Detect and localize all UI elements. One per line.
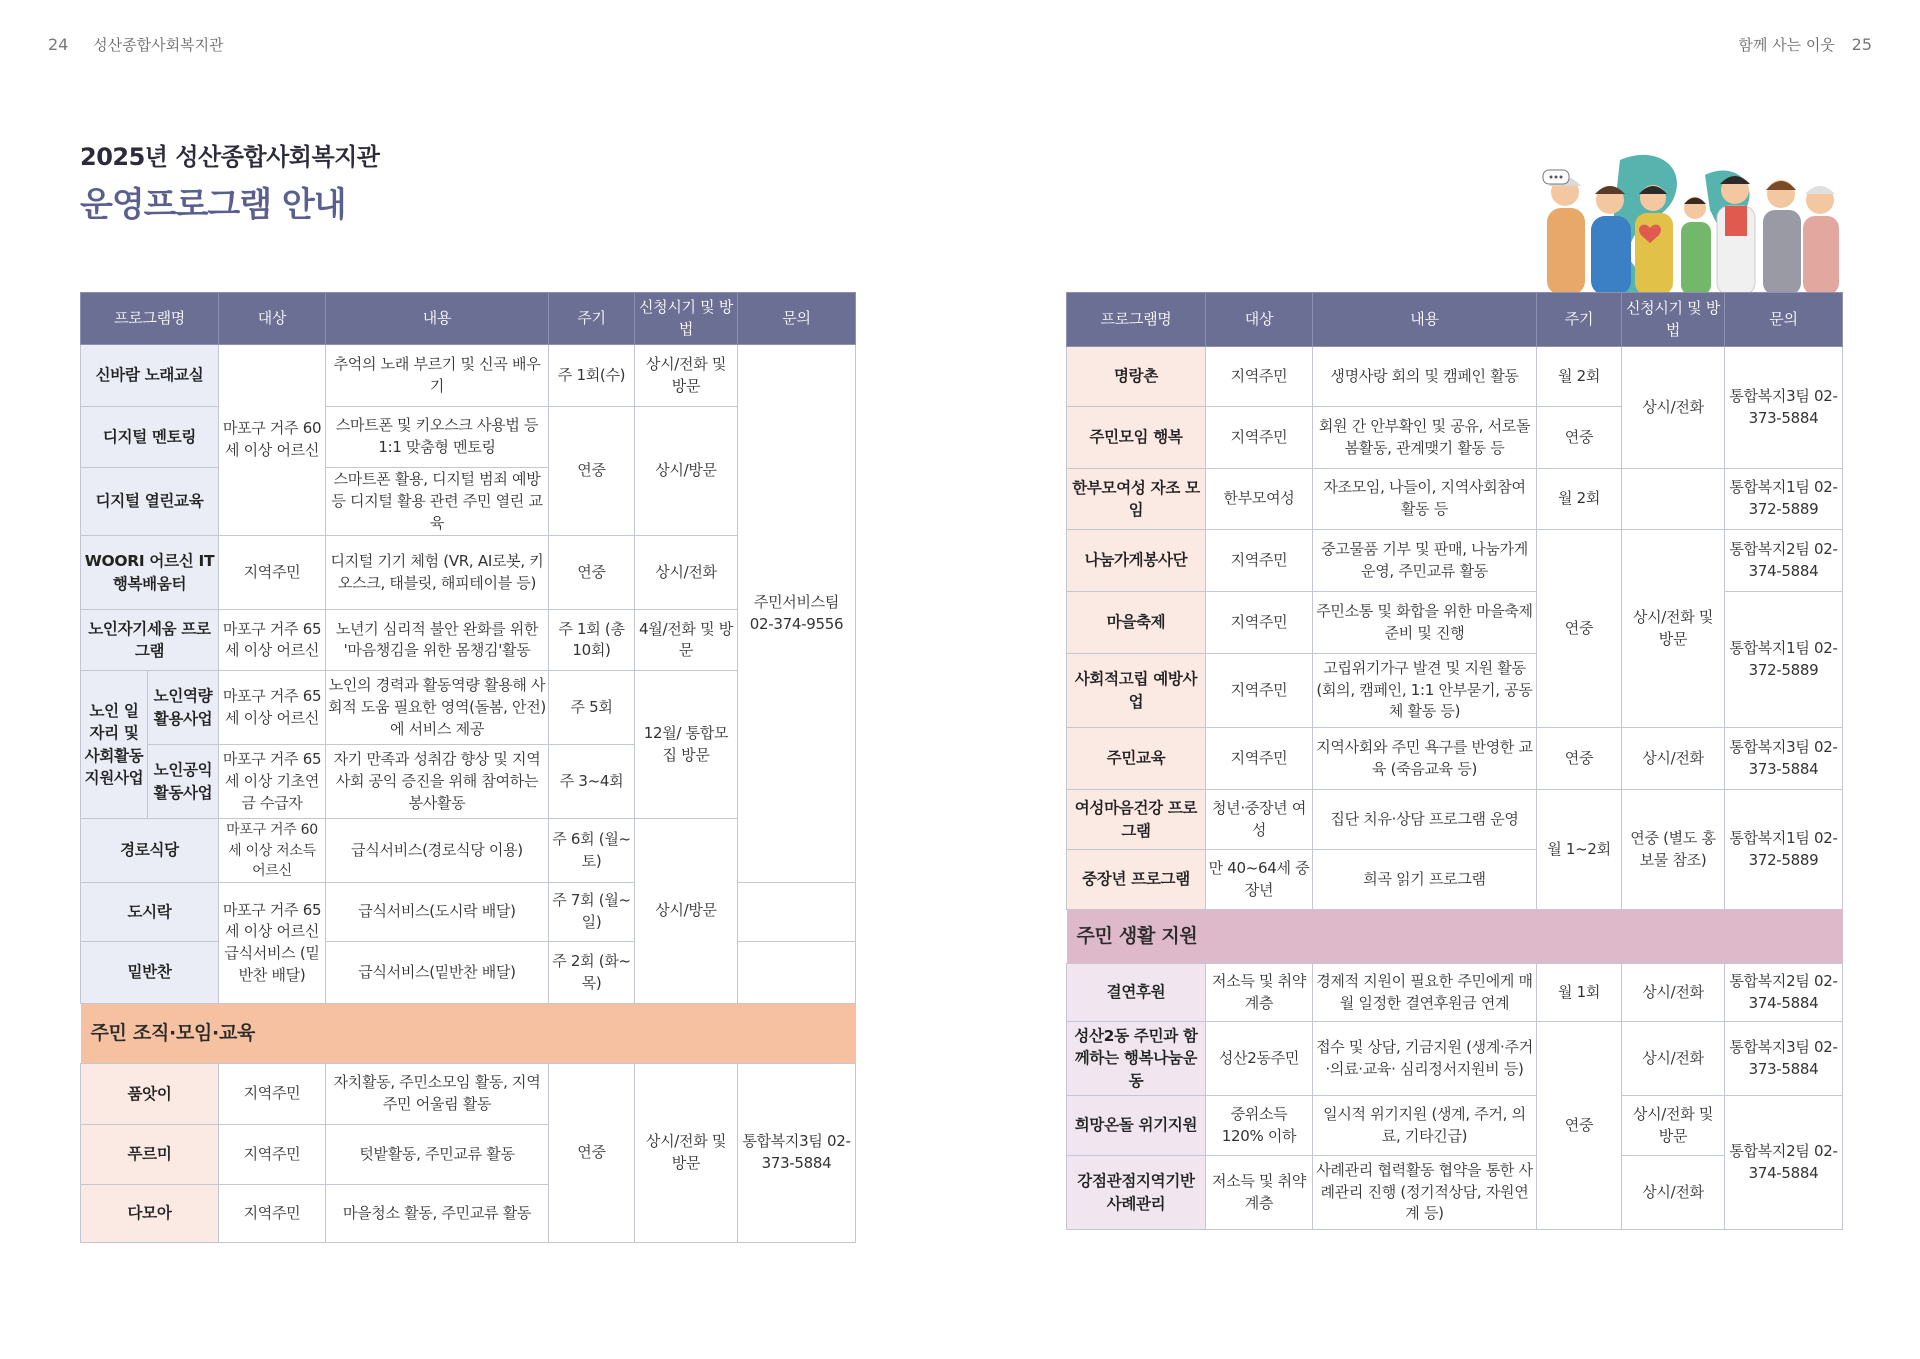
program-content: 접수 및 상담, 기금지원 (생계·주거·의료·교육· 심리정서지원비 등) bbox=[1313, 1022, 1537, 1096]
program-name: 나눔가게봉사단 bbox=[1067, 530, 1206, 592]
table-row bbox=[1067, 592, 1843, 654]
program-target: 중위소득 120% 이하 bbox=[1206, 1096, 1313, 1156]
program-apply: 상시/전화 bbox=[635, 536, 738, 610]
program-contact: 통합복지2팀 02-374-5884 bbox=[1725, 964, 1843, 1022]
program-content: 집단 치유·상담 프로그램 운영 bbox=[1313, 790, 1537, 850]
right-page-title: 함께 사는 이웃 bbox=[1738, 36, 1835, 54]
program-target: 마포구 거주 60세 이상 어르신 bbox=[219, 345, 326, 536]
program-apply: 상시/전화 및 방문 bbox=[635, 1064, 738, 1243]
program-cycle: 연중 bbox=[549, 407, 635, 536]
program-cycle: 주 7회 (월~일) bbox=[549, 883, 635, 942]
table-row bbox=[1067, 1022, 1843, 1096]
header-contact: 문의 bbox=[1725, 293, 1843, 347]
page-subtitle: 2025년 성산종합사회복지관 bbox=[80, 143, 380, 171]
program-contact: 통합복지3팀 02-373-5884 bbox=[738, 1064, 856, 1243]
program-cycle: 월 2회 bbox=[1537, 469, 1622, 530]
program-name: WOORI 어르신 IT 행복배움터 bbox=[81, 536, 219, 610]
program-name: 푸르미 bbox=[81, 1125, 219, 1185]
program-apply-empty bbox=[1622, 469, 1725, 530]
program-name: 노인자기세움 프로그램 bbox=[81, 610, 219, 671]
table-header-row bbox=[81, 293, 856, 345]
program-target: 마포구 거주 65세 이상 기초연금 수급자 bbox=[219, 745, 326, 819]
program-contact-empty bbox=[738, 942, 856, 1004]
program-apply: 상시/방문 bbox=[635, 407, 738, 536]
program-contact: 통합복지2팀 02-374-5884 bbox=[1725, 1096, 1843, 1230]
program-contact: 주민서비스팀 02-374-9556 bbox=[738, 345, 856, 883]
program-apply: 상시/전화 bbox=[1622, 1156, 1725, 1230]
program-target: 마포구 거주 65세 이상 어르신 bbox=[219, 610, 326, 671]
right-page-header bbox=[1738, 34, 1872, 55]
program-content: 노인의 경력과 활동역량 활용해 사회적 도움 필요한 영역(돌봄, 안전)에 서비스 제공 bbox=[326, 671, 549, 745]
header-contact: 문의 bbox=[738, 293, 856, 345]
program-apply: 12월/ 통합모집 방문 bbox=[635, 671, 738, 819]
program-name: 주민모임 행복 bbox=[1067, 407, 1206, 469]
program-target: 지역주민 bbox=[1206, 592, 1313, 654]
program-content: 디지털 기기 체험 (VR, AI로봇, 키오스크, 태블릿, 해피테이블 등) bbox=[326, 536, 549, 610]
program-name: 여성마음건강 프로그램 bbox=[1067, 790, 1206, 850]
program-content: 자조모임, 나들이, 지역사회참여 활동 등 bbox=[1313, 469, 1537, 530]
program-content: 경제적 지원이 필요한 주민에게 매월 일정한 결연후원금 연계 bbox=[1313, 964, 1537, 1022]
program-cycle: 주 2회 (화~목) bbox=[549, 942, 635, 1004]
program-target: 저소득 및 취약계층 bbox=[1206, 1156, 1313, 1230]
table-row bbox=[1067, 728, 1843, 790]
program-name: 디지털 멘토링 bbox=[81, 407, 219, 468]
program-name: 사회적고립 예방사업 bbox=[1067, 654, 1206, 728]
table-row bbox=[1067, 530, 1843, 592]
program-target: 지역주민 bbox=[219, 536, 326, 610]
program-content: 추억의 노래 부르기 및 신곡 배우기 bbox=[326, 345, 549, 407]
program-apply: 상시/전화 및 방문 bbox=[1622, 530, 1725, 728]
program-content: 마을청소 활동, 주민교류 활동 bbox=[326, 1185, 549, 1243]
program-name: 밑반찬 bbox=[81, 942, 219, 1004]
program-cycle: 연중 bbox=[1537, 530, 1622, 728]
program-target: 지역주민 bbox=[219, 1185, 326, 1243]
program-contact: 통합복지1팀 02-372-5889 bbox=[1725, 592, 1843, 728]
program-name: 신바람 노래교실 bbox=[81, 345, 219, 407]
program-target: 성산2동주민 bbox=[1206, 1022, 1313, 1096]
table-row bbox=[1067, 964, 1843, 1022]
program-contact: 통합복지1팀 02-372-5889 bbox=[1725, 790, 1843, 910]
program-name: 한부모여성 자조 모임 bbox=[1067, 469, 1206, 530]
program-target: 마포구 거주 60세 이상 저소득 어르신 bbox=[219, 819, 326, 883]
program-target: 지역주민 bbox=[1206, 347, 1313, 407]
table-row bbox=[81, 1064, 856, 1125]
table-row bbox=[1067, 347, 1843, 407]
people-community-illustration bbox=[1535, 150, 1845, 295]
program-target: 한부모여성 bbox=[1206, 469, 1313, 530]
program-cycle: 주 1회 (총 10회) bbox=[549, 610, 635, 671]
program-content: 스마트폰 활용, 디지털 범죄 예방 등 디지털 활용 관련 주민 열린 교육 bbox=[326, 468, 549, 536]
program-name: 성산2동 주민과 함께하는 행복나눔운동 bbox=[1067, 1022, 1206, 1096]
program-content: 주민소통 및 화합을 위한 마을축제 준비 및 진행 bbox=[1313, 592, 1537, 654]
program-apply: 상시/전화 bbox=[1622, 728, 1725, 790]
program-contact: 통합복지3팀 02-373-5884 bbox=[1725, 1022, 1843, 1096]
program-target: 저소득 및 취약계층 bbox=[1206, 964, 1313, 1022]
program-cycle: 연중 bbox=[1537, 728, 1622, 790]
program-target: 지역주민 bbox=[219, 1064, 326, 1125]
left-program-table bbox=[80, 292, 856, 1243]
program-content: 급식서비스(밑반찬 배달) bbox=[326, 942, 549, 1004]
program-content: 스마트폰 및 키오스크 사용법 등 1:1 맞춤형 멘토링 bbox=[326, 407, 549, 468]
program-name: 디지털 열린교육 bbox=[81, 468, 219, 536]
program-apply: 상시/전화 bbox=[1622, 964, 1725, 1022]
program-name: 결연후원 bbox=[1067, 964, 1206, 1022]
program-name: 품앗이 bbox=[81, 1064, 219, 1125]
program-target: 청년·중장년 여성 bbox=[1206, 790, 1313, 850]
header-target: 대상 bbox=[219, 293, 326, 345]
program-target: 지역주민 bbox=[219, 1125, 326, 1185]
program-content: 희곡 읽기 프로그램 bbox=[1313, 850, 1537, 910]
program-cycle: 연중 bbox=[1537, 1022, 1622, 1230]
program-cycle: 월 2회 bbox=[1537, 347, 1622, 407]
left-page-header bbox=[48, 34, 224, 55]
program-apply: 상시/전화 bbox=[1622, 1022, 1725, 1096]
program-content: 텃밭활동, 주민교류 활동 bbox=[326, 1125, 549, 1185]
program-name: 중장년 프로그램 bbox=[1067, 850, 1206, 910]
program-cycle: 연중 bbox=[549, 536, 635, 610]
program-cycle: 주 6회 (월~토) bbox=[549, 819, 635, 883]
header-target: 대상 bbox=[1206, 293, 1313, 347]
header-apply: 신청시기 및 방법 bbox=[1622, 293, 1725, 347]
section-title: 주민 조직·모임·교육 bbox=[81, 1004, 856, 1064]
program-subname: 노인공익 활동사업 bbox=[148, 745, 219, 819]
program-contact: 통합복지3팀 02-373-5884 bbox=[1725, 347, 1843, 469]
header-apply: 신청시기 및 방법 bbox=[635, 293, 738, 345]
left-page-number: 24 bbox=[48, 35, 69, 54]
program-cycle: 연중 bbox=[1537, 407, 1622, 469]
program-target: 지역주민 bbox=[1206, 407, 1313, 469]
program-content: 생명사랑 회의 및 캠페인 활동 bbox=[1313, 347, 1537, 407]
program-content: 일시적 위기지원 (생계, 주거, 의료, 기타긴급) bbox=[1313, 1096, 1537, 1156]
program-cycle: 연중 bbox=[549, 1064, 635, 1243]
section-row bbox=[81, 1004, 856, 1064]
table-row bbox=[81, 345, 856, 407]
table-row bbox=[81, 883, 856, 942]
page-title: 운영프로그램 안내 bbox=[80, 185, 346, 225]
table-row bbox=[1067, 790, 1843, 850]
program-target: 지역주민 bbox=[1206, 728, 1313, 790]
program-contact: 통합복지3팀 02-373-5884 bbox=[1725, 728, 1843, 790]
program-target: 지역주민 bbox=[1206, 530, 1313, 592]
header-program: 프로그램명 bbox=[1067, 293, 1206, 347]
program-content: 사례관리 협력활동 협약을 통한 사례관리 진행 (정기적상담, 자원연계 등) bbox=[1313, 1156, 1537, 1230]
program-name: 마을축제 bbox=[1067, 592, 1206, 654]
program-target: 마포구 거주 65세 이상 어르신 bbox=[219, 671, 326, 745]
program-contact: 통합복지2팀 02-374-5884 bbox=[1725, 530, 1843, 592]
program-name: 도시락 bbox=[81, 883, 219, 942]
program-apply: 4월/전화 및 방문 bbox=[635, 610, 738, 671]
section-row bbox=[1067, 910, 1843, 964]
section-title: 주민 생활 지원 bbox=[1067, 910, 1843, 964]
program-cycle: 주 1회(수) bbox=[549, 345, 635, 407]
table-row bbox=[1067, 469, 1843, 530]
program-name: 경로식당 bbox=[81, 819, 219, 883]
program-content: 지역사회와 주민 욕구를 반영한 교육 (죽음교육 등) bbox=[1313, 728, 1537, 790]
program-content: 고립위기가구 발견 및 지원 활동 (회의, 캠페인, 1:1 안부묻기, 공동체 활동 등) bbox=[1313, 654, 1537, 728]
program-cycle: 주 3~4회 bbox=[549, 745, 635, 819]
header-content: 내용 bbox=[326, 293, 549, 345]
program-content: 회원 간 안부확인 및 공유, 서로돌봄활동, 관계맺기 활동 등 bbox=[1313, 407, 1537, 469]
right-program-table bbox=[1066, 292, 1843, 1230]
program-apply: 상시/전화 및 방문 bbox=[635, 345, 738, 407]
program-contact-empty bbox=[738, 883, 856, 942]
program-cycle: 월 1회 bbox=[1537, 964, 1622, 1022]
program-name: 강점관점지역기반 사례관리 bbox=[1067, 1156, 1206, 1230]
program-apply: 상시/전화 및 방문 bbox=[1622, 1096, 1725, 1156]
program-apply: 연중 (별도 홍보물 참조) bbox=[1622, 790, 1725, 910]
program-apply: 상시/전화 bbox=[1622, 347, 1725, 469]
program-target: 만 40~64세 중장년 bbox=[1206, 850, 1313, 910]
program-contact: 통합복지1팀 02-372-5889 bbox=[1725, 469, 1843, 530]
program-group-name: 노인 일자리 및 사회활동 지원사업 bbox=[81, 671, 148, 819]
program-name: 명랑촌 bbox=[1067, 347, 1206, 407]
program-content: 자기 만족과 성취감 향상 및 지역사회 공익 증진을 위해 참여하는 봉사활동 bbox=[326, 745, 549, 819]
program-cycle: 주 5회 bbox=[549, 671, 635, 745]
program-name: 주민교육 bbox=[1067, 728, 1206, 790]
program-subname: 노인역량 활용사업 bbox=[148, 671, 219, 745]
program-cycle: 월 1~2회 bbox=[1537, 790, 1622, 910]
program-content: 자치활동, 주민소모임 활동, 지역주민 어울림 활동 bbox=[326, 1064, 549, 1125]
program-target: 마포구 거주 65세 이상 어르신 급식서비스 (밑반찬 배달) bbox=[219, 883, 326, 1004]
table-row bbox=[81, 942, 856, 1004]
header-content: 내용 bbox=[1313, 293, 1537, 347]
program-apply: 상시/방문 bbox=[635, 819, 738, 1004]
header-cycle: 주기 bbox=[549, 293, 635, 345]
program-target: 지역주민 bbox=[1206, 654, 1313, 728]
header-program: 프로그램명 bbox=[81, 293, 219, 345]
program-name: 희망온돌 위기지원 bbox=[1067, 1096, 1206, 1156]
program-content: 중고물품 기부 및 판매, 나눔가게 운영, 주민교류 활동 bbox=[1313, 530, 1537, 592]
right-page-number: 25 bbox=[1851, 35, 1872, 54]
left-page-title: 성산종합사회복지관 bbox=[93, 36, 224, 54]
program-content: 노년기 심리적 불안 완화를 위한 '마음챙김을 위한 몸챙김'활동 bbox=[326, 610, 549, 671]
table-row bbox=[1067, 1096, 1843, 1156]
header-cycle: 주기 bbox=[1537, 293, 1622, 347]
table-header-row bbox=[1067, 293, 1843, 347]
program-content: 급식서비스(도시락 배달) bbox=[326, 883, 549, 942]
program-content: 급식서비스(경로식당 이용) bbox=[326, 819, 549, 883]
program-name: 다모아 bbox=[81, 1185, 219, 1243]
